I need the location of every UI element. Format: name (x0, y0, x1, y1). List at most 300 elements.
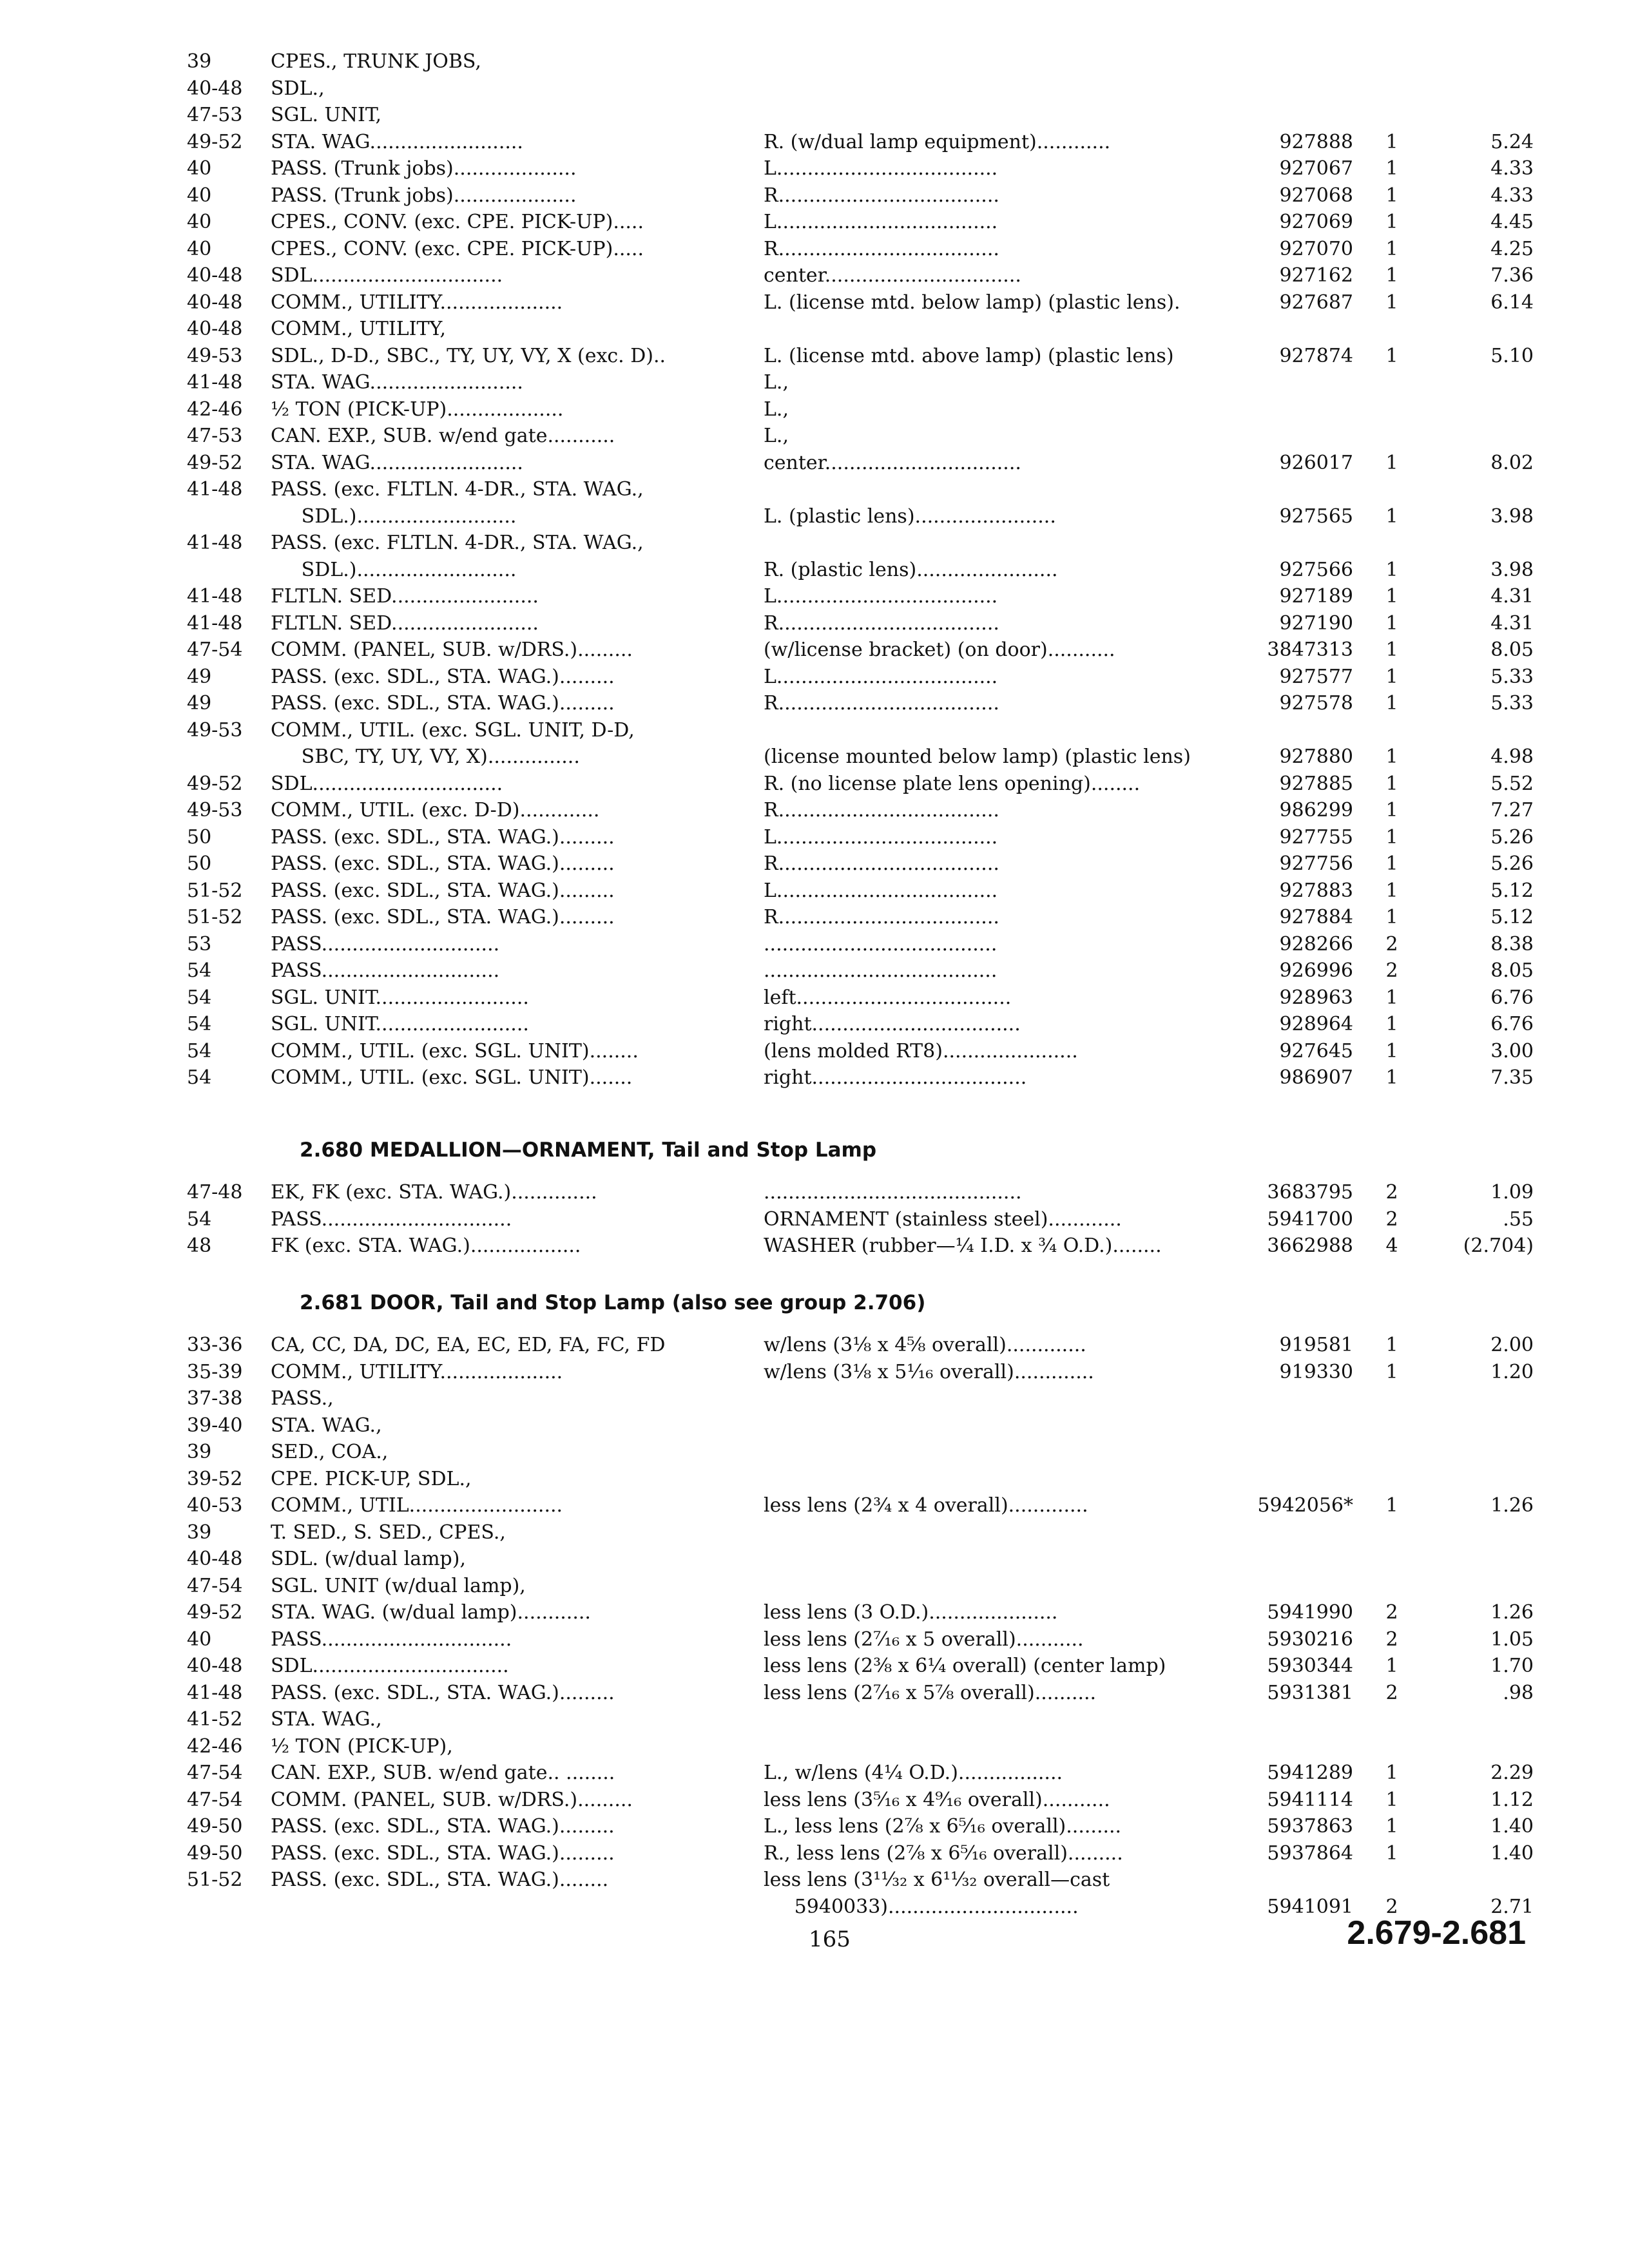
model-years: 49-50 (187, 1841, 243, 1865)
part-description: right................................... (764, 1066, 1027, 1089)
model-description: COMM., UTIL......................... (271, 1494, 563, 1517)
part-number: 5941114 (1267, 1788, 1353, 1811)
model-description: COMM., UTIL. (exc. SGL. UNIT)....... (271, 1066, 633, 1089)
model-years: 39-40 (187, 1414, 243, 1437)
model-description: PASS. (exc. SDL., STA. WAG.)......... (271, 906, 615, 928)
part-number: 927755 (1279, 825, 1353, 849)
part-description: R. (no license plate lens opening)........ (764, 772, 1141, 795)
model-description: SGL. UNIT (w/dual lamp), (271, 1574, 526, 1597)
model-years: 50 (187, 825, 212, 849)
part-description: less lens (3 O.D.)..................... (764, 1601, 1058, 1624)
part-number: 928964 (1279, 1013, 1353, 1035)
quantity: 2 (1385, 1181, 1398, 1204)
quantity: 1 (1385, 237, 1398, 260)
model-years: 47-53 (187, 104, 243, 126)
model-description: PASS............................... (271, 1628, 512, 1651)
part-description: L.................................... (764, 825, 998, 849)
table-row (187, 396, 1489, 423)
list-price: 7.36 (1490, 264, 1534, 287)
quantity: 1 (1385, 1815, 1398, 1838)
quantity: 1 (1385, 772, 1398, 795)
part-description: R.................................... (764, 799, 999, 822)
quantity: 1 (1385, 879, 1398, 902)
model-years: 39 (187, 1521, 212, 1544)
part-description: right.................................. (764, 1013, 1021, 1035)
part-description: WASHER (rubber—¼ I.D. x ¾ O.D.)........ (764, 1235, 1162, 1257)
table-row (187, 771, 1534, 798)
model-description: PASS............................... (271, 1207, 512, 1231)
model-years: 51-52 (187, 1869, 243, 1891)
model-years: 42-46 (187, 398, 243, 421)
part-number: 5931381 (1267, 1681, 1353, 1704)
part-number: 919581 (1279, 1334, 1353, 1356)
section-title: 2.681 DOOR, Tail and Stop Lamp (also see group 2.706) (300, 1291, 926, 1314)
list-price: 6.76 (1490, 1013, 1534, 1035)
quantity: 1 (1385, 611, 1398, 635)
part-number: 927880 (1279, 745, 1353, 768)
model-description: CPES., CONV. (exc. CPE. PICK-UP)..... (271, 211, 644, 233)
list-price: .98 (1503, 1681, 1534, 1704)
table-row (187, 209, 1534, 236)
part-number: 3662988 (1267, 1235, 1353, 1257)
model-years: 40-48 (187, 77, 243, 100)
model-description: STA. WAG......................... (271, 451, 523, 474)
section-0 (187, 48, 1534, 1091)
quantity: 1 (1385, 291, 1398, 314)
model-years: 53 (187, 932, 212, 956)
list-price: 1.09 (1490, 1181, 1534, 1204)
list-price: 1.40 (1490, 1815, 1534, 1838)
model-years: 54 (187, 1066, 212, 1089)
model-years: 54 (187, 1013, 212, 1035)
table-row (187, 1332, 1534, 1359)
list-price: 1.05 (1490, 1628, 1534, 1651)
quantity: 1 (1385, 505, 1398, 528)
model-description: PASS. (Trunk jobs).................... (271, 184, 577, 207)
quantity: 2 (1385, 1628, 1398, 1651)
list-price: 5.24 (1490, 130, 1534, 153)
table-row (187, 75, 1489, 102)
table-row (187, 155, 1534, 182)
quantity: 2 (1385, 1207, 1398, 1231)
model-years: 47-54 (187, 1762, 243, 1784)
model-description: CPE. PICK-UP, SDL., (271, 1467, 472, 1490)
model-years: 40-48 (187, 1548, 243, 1570)
table-row (187, 1412, 1489, 1439)
part-number: 986907 (1279, 1066, 1353, 1089)
list-price: 7.27 (1490, 799, 1534, 822)
quantity: 4 (1385, 1235, 1398, 1257)
list-price: 5.26 (1490, 825, 1534, 849)
quantity: 2 (1385, 1681, 1398, 1704)
part-description: L. (license mtd. below lamp) (plastic lens). (764, 291, 1181, 314)
table-row (187, 985, 1534, 1012)
part-description: less lens (2⁷⁄₁₆ x 5⅞ overall).......... (764, 1681, 1097, 1704)
model-years: 42-46 (187, 1735, 243, 1758)
part-description: less lens (2⅜ x 6¼ overall) (center lamp) (764, 1655, 1166, 1677)
model-description: STA. WAG......................... (271, 130, 523, 153)
model-years: 40 (187, 1628, 212, 1651)
model-description: SGL. UNIT, (271, 104, 382, 126)
quantity: 1 (1385, 264, 1398, 287)
model-years: 49-50 (187, 1815, 243, 1838)
part-number: 927756 (1279, 852, 1353, 875)
list-price: 2.29 (1490, 1762, 1534, 1784)
part-description: R.................................... (764, 852, 999, 875)
model-description: PASS. (exc. SDL., STA. WAG.)........ (271, 1869, 609, 1891)
list-price: (2.704) (1463, 1235, 1534, 1257)
list-price: 3.98 (1490, 558, 1534, 581)
model-years: 49-52 (187, 451, 243, 474)
model-years: 49 (187, 665, 212, 688)
table-row (187, 1038, 1534, 1065)
model-years: 54 (187, 1039, 212, 1062)
model-description: COMM. (PANEL, SUB. w/DRS.)......... (271, 639, 633, 661)
model-description: ½ TON (PICK-UP), (271, 1735, 453, 1758)
model-years: 41-52 (187, 1708, 243, 1731)
list-price: 5.12 (1490, 906, 1534, 928)
part-number: 5937864 (1267, 1841, 1353, 1865)
model-description: COMM., UTIL. (exc. SGL. UNIT, D-D, SBC, TY, UY, VY, X)............... (271, 718, 635, 768)
model-description: SDL. (w/dual lamp), (271, 1548, 467, 1570)
model-years: 35-39 (187, 1360, 243, 1383)
quantity: 1 (1385, 1494, 1398, 1517)
list-price: 5.10 (1490, 344, 1534, 367)
table-row (187, 1385, 1489, 1412)
list-price: 3.00 (1490, 1039, 1534, 1062)
table-row (187, 690, 1534, 717)
model-years: 47-54 (187, 1788, 243, 1811)
quantity: 1 (1385, 906, 1398, 928)
quantity: 1 (1385, 211, 1398, 233)
model-description: COMM., UTILITY, (271, 318, 446, 340)
table-row (187, 1206, 1534, 1233)
part-number: 927884 (1279, 906, 1353, 928)
model-description: ½ TON (PICK-UP)................... (271, 398, 564, 421)
part-description: (license mounted below lamp) (plastic lens) (764, 745, 1191, 768)
model-years: 40 (187, 184, 212, 207)
model-years: 40 (187, 211, 212, 233)
table-row (187, 1653, 1534, 1680)
quantity: 1 (1385, 986, 1398, 1009)
part-number: 5937863 (1267, 1815, 1353, 1838)
part-description: L., w/lens (4¼ O.D.)................. (764, 1762, 1063, 1784)
list-price: 5.52 (1490, 772, 1534, 795)
quantity: 1 (1385, 1066, 1398, 1089)
quantity: 1 (1385, 665, 1398, 688)
part-number: 5930344 (1267, 1655, 1353, 1677)
list-price: 2.71 (1490, 1895, 1534, 1918)
table-row (187, 717, 1534, 771)
part-description: w/lens (3⅛ x 5¹⁄₁₆ overall)............. (764, 1360, 1094, 1383)
model-description: PASS., (271, 1387, 334, 1410)
part-description: ...................................... (764, 932, 998, 956)
list-price: 8.38 (1490, 932, 1534, 956)
model-description: SGL. UNIT......................... (271, 1013, 529, 1035)
quantity: 1 (1385, 1360, 1398, 1383)
list-price: 4.45 (1490, 211, 1534, 233)
table-row (187, 48, 1489, 75)
model-description: CAN. EXP., SUB. w/end gate.. ........ (271, 1762, 615, 1784)
model-description: SGL. UNIT......................... (271, 986, 529, 1009)
part-description: center................................ (764, 264, 1021, 287)
table-row (187, 1706, 1489, 1733)
part-number: 927566 (1279, 558, 1353, 581)
model-years: 47-54 (187, 1574, 243, 1597)
part-description: R.................................... (764, 906, 999, 928)
part-description: L. (license mtd. above lamp) (plastic lens) (764, 344, 1174, 367)
model-description: PASS............................. (271, 959, 500, 982)
model-description: EK, FK (exc. STA. WAG.).............. (271, 1181, 597, 1204)
list-price: 4.31 (1490, 611, 1534, 635)
model-description: PASS. (exc. SDL., STA. WAG.)......... (271, 692, 615, 715)
model-years: 47-54 (187, 639, 243, 661)
part-description: L.................................... (764, 211, 998, 233)
quantity: 1 (1385, 1013, 1398, 1035)
part-description: less lens (3¹¹⁄₃₂ x 6¹¹⁄₃₂ overall—cast 5940033)............................... (764, 1869, 1110, 1918)
part-description: ...................................... (764, 959, 998, 982)
part-number: 927578 (1279, 692, 1353, 715)
part-number: 927885 (1279, 772, 1353, 795)
model-description: COMM. (PANEL, SUB. w/DRS.)......... (271, 1788, 633, 1811)
model-years: 51-52 (187, 879, 243, 902)
quantity: 1 (1385, 1655, 1398, 1677)
model-description: FLTLN. SED........................ (271, 611, 539, 635)
quantity: 2 (1385, 932, 1398, 956)
part-number: 927067 (1279, 157, 1353, 180)
part-number: 928266 (1279, 932, 1353, 956)
part-description: L.................................... (764, 585, 998, 608)
quantity: 1 (1385, 344, 1398, 367)
model-years: 39 (187, 50, 212, 73)
quantity: 1 (1385, 745, 1398, 768)
part-description: R.................................... (764, 237, 999, 260)
model-description: PASS. (exc. SDL., STA. WAG.)......... (271, 1841, 615, 1865)
table-row (187, 824, 1534, 851)
part-description: left................................... (764, 986, 1012, 1009)
quantity: 1 (1385, 799, 1398, 822)
table-row (187, 1787, 1534, 1814)
part-description: (w/license bracket) (on door)........... (764, 639, 1115, 661)
table-row (187, 1546, 1489, 1573)
table-row (187, 1840, 1534, 1867)
model-years: 50 (187, 852, 212, 875)
model-years: 54 (187, 1207, 212, 1231)
list-price: 6.14 (1490, 291, 1534, 314)
part-number: 5941990 (1267, 1601, 1353, 1624)
part-number: 927189 (1279, 585, 1353, 608)
part-description: (lens molded RT8)...................... (764, 1039, 1078, 1062)
part-description: R.................................... (764, 184, 999, 207)
model-description: COMM., UTIL. (exc. D-D)............. (271, 799, 600, 822)
model-description: COMM., UTIL. (exc. SGL. UNIT)........ (271, 1039, 639, 1062)
section-2 (187, 1260, 1534, 1920)
part-number: 927070 (1279, 237, 1353, 260)
model-years: 40 (187, 237, 212, 260)
part-number: 927190 (1279, 611, 1353, 635)
model-description: PASS. (exc. SDL., STA. WAG.)......... (271, 852, 615, 875)
list-price: 1.70 (1490, 1655, 1534, 1677)
list-price: 5.12 (1490, 879, 1534, 902)
part-number: 986299 (1279, 799, 1353, 822)
model-years: 33-36 (187, 1334, 243, 1356)
quantity: 1 (1385, 825, 1398, 849)
list-price: 5.33 (1490, 692, 1534, 715)
part-number: 927565 (1279, 505, 1353, 528)
model-years: 41-48 (187, 611, 243, 635)
table-row (187, 1733, 1489, 1760)
table-row (187, 931, 1534, 958)
part-number: 926996 (1279, 959, 1353, 982)
part-number: 927069 (1279, 211, 1353, 233)
model-description: SDL............................... (271, 772, 503, 795)
quantity: 1 (1385, 130, 1398, 153)
model-years: 40-48 (187, 1655, 243, 1677)
table-row (187, 1599, 1534, 1626)
quantity: 1 (1385, 558, 1398, 581)
table-row (187, 1760, 1534, 1787)
table-row (187, 343, 1534, 370)
table-row (187, 1439, 1489, 1466)
list-price: 6.76 (1490, 986, 1534, 1009)
part-description: ORNAMENT (stainless steel)............ (764, 1207, 1122, 1231)
part-description: L., (764, 371, 789, 394)
model-description: PASS............................. (271, 932, 500, 956)
model-description: FK (exc. STA. WAG.).................. (271, 1235, 581, 1257)
part-description: R., less lens (2⅞ x 6⁵⁄₁₆ overall)......... (764, 1841, 1123, 1865)
model-years: 49-52 (187, 772, 243, 795)
quantity: 1 (1385, 184, 1398, 207)
list-price: 1.20 (1490, 1360, 1534, 1383)
model-description: COMM., UTILITY.................... (271, 291, 563, 314)
table-row (187, 450, 1534, 477)
part-description: L. (plastic lens)....................... (764, 505, 1056, 528)
quantity: 1 (1385, 1334, 1398, 1356)
model-description: STA. WAG. (w/dual lamp)............ (271, 1601, 591, 1624)
model-description: SDL., (271, 77, 325, 100)
model-years: 41-48 (187, 371, 243, 394)
part-description: less lens (2¾ x 4 overall)............. (764, 1494, 1088, 1517)
part-description: L., (764, 425, 789, 447)
part-number: 927162 (1279, 264, 1353, 287)
part-description: R. (w/dual lamp equipment)............ (764, 130, 1111, 153)
part-number: 927577 (1279, 665, 1353, 688)
table-row (187, 1492, 1534, 1519)
model-years: 40-53 (187, 1494, 243, 1517)
model-description: PASS. (exc. SDL., STA. WAG.)......... (271, 665, 615, 688)
quantity: 2 (1385, 1895, 1398, 1918)
model-years: 41-48 (187, 585, 243, 608)
model-description: SDL., D-D., SBC., TY, UY, VY, X (exc. D).. (271, 344, 666, 367)
model-years: 37-38 (187, 1387, 243, 1410)
table-row (187, 583, 1534, 610)
model-description: PASS. (Trunk jobs).................... (271, 157, 577, 180)
quantity: 1 (1385, 157, 1398, 180)
part-number: 919330 (1279, 1360, 1353, 1383)
part-number: 927874 (1279, 344, 1353, 367)
section-1 (187, 1107, 1534, 1260)
table-row (187, 1680, 1534, 1707)
table-row (187, 664, 1534, 691)
table-row (187, 797, 1534, 824)
part-number: 927687 (1279, 291, 1353, 314)
model-description: CA, CC, DA, DC, EA, EC, ED, FA, FC, FD (271, 1334, 666, 1356)
table-row (187, 1573, 1489, 1600)
group-range: 2.679-2.681 (1347, 1914, 1526, 1952)
model-years: 49-52 (187, 130, 243, 153)
part-description: L.................................... (764, 879, 998, 902)
table-row (187, 878, 1534, 905)
model-years: 49 (187, 692, 212, 715)
quantity: 1 (1385, 692, 1398, 715)
model-years: 41-48 (187, 532, 243, 554)
list-price: 5.26 (1490, 852, 1534, 875)
model-description: PASS. (exc. SDL., STA. WAG.)......... (271, 879, 615, 902)
list-price: .55 (1503, 1207, 1534, 1231)
table-row (187, 850, 1534, 878)
part-description: less lens (2⁷⁄₁₆ x 5 overall)........... (764, 1628, 1084, 1651)
part-number: 5941091 (1267, 1895, 1353, 1918)
table-row (187, 262, 1534, 289)
list-price: 4.31 (1490, 585, 1534, 608)
model-description: PASS. (exc. FLTLN. 4-DR., STA. WAG., SDL.).......................... (271, 532, 644, 581)
table-row (187, 1813, 1534, 1840)
quantity: 1 (1385, 451, 1398, 474)
model-description: PASS. (exc. FLTLN. 4-DR., STA. WAG., SDL.).......................... (271, 478, 644, 528)
table-row (187, 316, 1489, 343)
list-price: 1.12 (1490, 1788, 1534, 1811)
table-row (187, 369, 1489, 396)
list-price: 2.00 (1490, 1334, 1534, 1356)
part-description: L.................................... (764, 665, 998, 688)
part-number: 927068 (1279, 184, 1353, 207)
table-row (187, 637, 1534, 664)
model-description: PASS. (exc. SDL., STA. WAG.)......... (271, 825, 615, 849)
model-description: SDL................................ (271, 1655, 509, 1677)
model-description: CPES., CONV. (exc. CPE. PICK-UP)..... (271, 237, 644, 260)
quantity: 1 (1385, 852, 1398, 875)
table-row (187, 1867, 1534, 1920)
list-price: 4.33 (1490, 184, 1534, 207)
quantity: 1 (1385, 1788, 1398, 1811)
model-description: PASS. (exc. SDL., STA. WAG.)......... (271, 1681, 615, 1704)
model-years: 40-48 (187, 291, 243, 314)
model-years: 48 (187, 1235, 212, 1257)
model-description: CAN. EXP., SUB. w/end gate........... (271, 425, 615, 447)
table-row (187, 289, 1534, 316)
table-row (187, 423, 1489, 450)
model-years: 54 (187, 959, 212, 982)
part-description: R.................................... (764, 692, 999, 715)
list-price: 1.40 (1490, 1841, 1534, 1865)
part-number: 927645 (1279, 1039, 1353, 1062)
table-row (187, 1626, 1534, 1653)
part-number: 5930216 (1267, 1628, 1353, 1651)
model-years: 40-48 (187, 264, 243, 287)
model-description: STA. WAG., (271, 1414, 382, 1437)
model-years: 54 (187, 986, 212, 1009)
part-number: 3847313 (1267, 639, 1353, 661)
quantity: 1 (1385, 1039, 1398, 1062)
list-price: 3.98 (1490, 505, 1534, 528)
model-description: T. SED., S. SED., CPES., (271, 1521, 506, 1544)
part-description: L., (764, 398, 789, 421)
part-description: R. (plastic lens)....................... (764, 558, 1058, 581)
quantity: 2 (1385, 1601, 1398, 1624)
part-number: 927883 (1279, 879, 1353, 902)
table-row (187, 476, 1534, 530)
part-description: L.................................... (764, 157, 998, 180)
